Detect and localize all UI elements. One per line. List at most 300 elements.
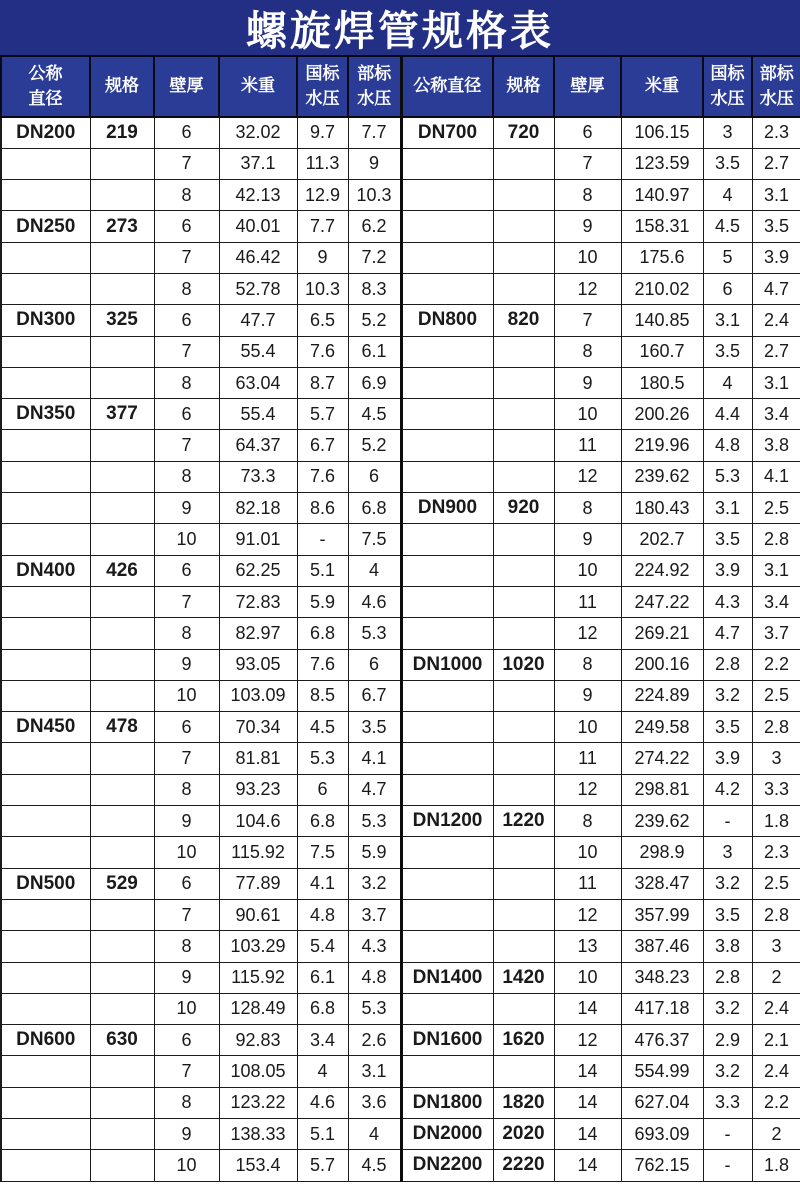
wall-thickness-cell: 10 xyxy=(154,1150,219,1181)
gb-water-pressure-cell: 9 xyxy=(297,242,348,273)
table-row xyxy=(1,493,800,524)
nominal-diameter-cell xyxy=(401,524,493,555)
nominal-diameter-cell xyxy=(1,649,90,680)
specification-cell xyxy=(90,1056,154,1087)
gb-water-pressure-cell: 4 xyxy=(703,367,752,398)
nominal-diameter-cell: DN450 xyxy=(1,712,90,743)
nominal-diameter-cell xyxy=(401,899,493,930)
specification-cell: 219 xyxy=(90,117,154,148)
weight-per-meter-cell: 123.22 xyxy=(219,1087,297,1118)
nominal-diameter-cell xyxy=(1,1150,90,1181)
gb-water-pressure-cell: 3.8 xyxy=(703,931,752,962)
specification-cell xyxy=(90,461,154,492)
nominal-diameter-cell: DN1600 xyxy=(401,1025,493,1056)
weight-per-meter-cell: 140.97 xyxy=(621,180,703,211)
gb-water-pressure-cell: 3.2 xyxy=(703,868,752,899)
bb-water-pressure-cell: 4 xyxy=(348,1119,401,1150)
gb-water-pressure-cell: 2.8 xyxy=(703,962,752,993)
nominal-diameter-cell xyxy=(401,680,493,711)
gb-water-pressure-cell: 4.7 xyxy=(703,618,752,649)
weight-per-meter-cell: 762.15 xyxy=(621,1150,703,1181)
bb-water-pressure-cell: 5.3 xyxy=(348,618,401,649)
nominal-diameter-cell xyxy=(1,430,90,461)
specification-cell xyxy=(90,774,154,805)
specification-cell xyxy=(493,367,554,398)
table-row xyxy=(1,367,800,398)
bb-water-pressure-cell: 1.8 xyxy=(752,1150,800,1181)
wall-thickness-cell: 10 xyxy=(554,837,621,868)
header-weight-per-meter-right: 米重 xyxy=(621,57,703,117)
wall-thickness-cell: 9 xyxy=(154,806,219,837)
bb-water-pressure-cell: 7.2 xyxy=(348,242,401,273)
table-row xyxy=(1,1119,800,1150)
header-gb-water-pressure-right: 国标 水压 xyxy=(703,57,752,117)
gb-water-pressure-cell: 2.9 xyxy=(703,1025,752,1056)
wall-thickness-cell: 14 xyxy=(554,1119,621,1150)
nominal-diameter-cell xyxy=(1,743,90,774)
wall-thickness-cell: 9 xyxy=(554,367,621,398)
nominal-diameter-cell: DN2200 xyxy=(401,1150,493,1181)
wall-thickness-cell: 14 xyxy=(554,1056,621,1087)
header-row xyxy=(1,57,800,117)
weight-per-meter-cell: 239.62 xyxy=(621,806,703,837)
weight-per-meter-cell: 82.18 xyxy=(219,493,297,524)
wall-thickness-cell: 9 xyxy=(554,680,621,711)
gb-water-pressure-cell: 4.8 xyxy=(297,899,348,930)
weight-per-meter-cell: 62.25 xyxy=(219,555,297,586)
wall-thickness-cell: 10 xyxy=(154,680,219,711)
specification-cell xyxy=(90,899,154,930)
header-wall-thickness-left: 壁厚 xyxy=(154,57,219,117)
weight-per-meter-cell: 32.02 xyxy=(219,117,297,148)
table-row xyxy=(1,211,800,242)
specification-cell: 1420 xyxy=(493,962,554,993)
gb-water-pressure-cell: 4.5 xyxy=(297,712,348,743)
specification-cell xyxy=(90,837,154,868)
weight-per-meter-cell: 219.96 xyxy=(621,430,703,461)
wall-thickness-cell: 6 xyxy=(554,117,621,148)
nominal-diameter-cell xyxy=(1,962,90,993)
weight-per-meter-cell: 693.09 xyxy=(621,1119,703,1150)
nominal-diameter-cell xyxy=(401,618,493,649)
table-row xyxy=(1,931,800,962)
specification-cell xyxy=(90,806,154,837)
gb-water-pressure-cell: 6.8 xyxy=(297,618,348,649)
specification-cell xyxy=(493,148,554,179)
wall-thickness-cell: 11 xyxy=(554,586,621,617)
table-row xyxy=(1,430,800,461)
gb-water-pressure-cell: 11.3 xyxy=(297,148,348,179)
wall-thickness-cell: 8 xyxy=(554,649,621,680)
nominal-diameter-cell: DN1800 xyxy=(401,1087,493,1118)
table-row xyxy=(1,962,800,993)
wall-thickness-cell: 8 xyxy=(554,493,621,524)
wall-thickness-cell: 8 xyxy=(154,774,219,805)
wall-thickness-cell: 7 xyxy=(154,430,219,461)
table-row xyxy=(1,117,800,148)
specification-cell xyxy=(90,493,154,524)
wall-thickness-cell: 10 xyxy=(154,524,219,555)
specification-cell: 920 xyxy=(493,493,554,524)
nominal-diameter-cell xyxy=(401,180,493,211)
table-row xyxy=(1,586,800,617)
wall-thickness-cell: 10 xyxy=(554,555,621,586)
nominal-diameter-cell xyxy=(1,1087,90,1118)
gb-water-pressure-cell: 3.2 xyxy=(703,1056,752,1087)
specification-cell xyxy=(493,430,554,461)
table-row xyxy=(1,1025,800,1056)
weight-per-meter-cell: 103.09 xyxy=(219,680,297,711)
gb-water-pressure-cell: 2.8 xyxy=(703,649,752,680)
wall-thickness-cell: 7 xyxy=(154,336,219,367)
gb-water-pressure-cell: 6 xyxy=(703,273,752,304)
wall-thickness-cell: 6 xyxy=(154,1025,219,1056)
weight-per-meter-cell: 37.1 xyxy=(219,148,297,179)
nominal-diameter-cell: DN400 xyxy=(1,555,90,586)
bb-water-pressure-cell: 2.8 xyxy=(752,712,800,743)
wall-thickness-cell: 9 xyxy=(154,962,219,993)
wall-thickness-cell: 12 xyxy=(554,461,621,492)
weight-per-meter-cell: 93.23 xyxy=(219,774,297,805)
weight-per-meter-cell: 476.37 xyxy=(621,1025,703,1056)
gb-water-pressure-cell: 5.1 xyxy=(297,1119,348,1150)
gb-water-pressure-cell: 5.3 xyxy=(703,461,752,492)
wall-thickness-cell: 6 xyxy=(154,712,219,743)
bb-water-pressure-cell: 5.3 xyxy=(348,993,401,1024)
gb-water-pressure-cell: 4.2 xyxy=(703,774,752,805)
weight-per-meter-cell: 64.37 xyxy=(219,430,297,461)
bb-water-pressure-cell: 2.5 xyxy=(752,868,800,899)
bb-water-pressure-cell: 3.5 xyxy=(752,211,800,242)
nominal-diameter-cell xyxy=(1,493,90,524)
wall-thickness-cell: 12 xyxy=(554,774,621,805)
gb-water-pressure-cell: 8.7 xyxy=(297,367,348,398)
specification-cell xyxy=(90,242,154,273)
weight-per-meter-cell: 104.6 xyxy=(219,806,297,837)
wall-thickness-cell: 8 xyxy=(154,931,219,962)
gb-water-pressure-cell: 5.7 xyxy=(297,1150,348,1181)
weight-per-meter-cell: 210.02 xyxy=(621,273,703,304)
specification-cell xyxy=(493,273,554,304)
gb-water-pressure-cell: 6.8 xyxy=(297,806,348,837)
wall-thickness-cell: 6 xyxy=(154,399,219,430)
specification-cell: 630 xyxy=(90,1025,154,1056)
weight-per-meter-cell: 274.22 xyxy=(621,743,703,774)
bb-water-pressure-cell: 6.8 xyxy=(348,493,401,524)
wall-thickness-cell: 8 xyxy=(154,273,219,304)
weight-per-meter-cell: 92.83 xyxy=(219,1025,297,1056)
wall-thickness-cell: 13 xyxy=(554,931,621,962)
bb-water-pressure-cell: 2.3 xyxy=(752,117,800,148)
header-specification-left: 规格 xyxy=(90,57,154,117)
bb-water-pressure-cell: 2.8 xyxy=(752,524,800,555)
nominal-diameter-cell xyxy=(401,273,493,304)
specification-cell xyxy=(493,931,554,962)
bb-water-pressure-cell: 3.1 xyxy=(752,180,800,211)
weight-per-meter-cell: 106.15 xyxy=(621,117,703,148)
nominal-diameter-cell: DN250 xyxy=(1,211,90,242)
bb-water-pressure-cell: 6.7 xyxy=(348,680,401,711)
gb-water-pressure-cell: 8.6 xyxy=(297,493,348,524)
wall-thickness-cell: 7 xyxy=(154,899,219,930)
gb-water-pressure-cell: 3 xyxy=(703,837,752,868)
wall-thickness-cell: 14 xyxy=(554,993,621,1024)
weight-per-meter-cell: 158.31 xyxy=(621,211,703,242)
nominal-diameter-cell xyxy=(401,367,493,398)
wall-thickness-cell: 10 xyxy=(554,962,621,993)
gb-water-pressure-cell: 3.9 xyxy=(703,555,752,586)
bb-water-pressure-cell: 3.3 xyxy=(752,774,800,805)
wall-thickness-cell: 8 xyxy=(554,806,621,837)
bb-water-pressure-cell: 2 xyxy=(752,962,800,993)
bb-water-pressure-cell: 3.2 xyxy=(348,868,401,899)
gb-water-pressure-cell: 3.5 xyxy=(703,712,752,743)
nominal-diameter-cell xyxy=(401,211,493,242)
table-row xyxy=(1,1087,800,1118)
specification-cell xyxy=(493,524,554,555)
gb-water-pressure-cell: 3.3 xyxy=(703,1087,752,1118)
bb-water-pressure-cell: 3.4 xyxy=(752,399,800,430)
nominal-diameter-cell xyxy=(1,461,90,492)
bb-water-pressure-cell: 4.5 xyxy=(348,399,401,430)
weight-per-meter-cell: 357.99 xyxy=(621,899,703,930)
gb-water-pressure-cell: 3 xyxy=(703,117,752,148)
weight-per-meter-cell: 200.26 xyxy=(621,399,703,430)
specification-cell xyxy=(493,336,554,367)
specification-cell xyxy=(493,774,554,805)
specification-cell xyxy=(493,680,554,711)
table-row xyxy=(1,273,800,304)
gb-water-pressure-cell: 6.7 xyxy=(297,430,348,461)
nominal-diameter-cell xyxy=(1,837,90,868)
weight-per-meter-cell: 247.22 xyxy=(621,586,703,617)
bb-water-pressure-cell: 9 xyxy=(348,148,401,179)
header-weight-per-meter-left: 米重 xyxy=(219,57,297,117)
weight-per-meter-cell: 348.23 xyxy=(621,962,703,993)
specification-cell xyxy=(90,336,154,367)
gb-water-pressure-cell: 4.5 xyxy=(703,211,752,242)
specification-cell xyxy=(90,586,154,617)
weight-per-meter-cell: 115.92 xyxy=(219,837,297,868)
nominal-diameter-cell xyxy=(1,899,90,930)
bb-water-pressure-cell: 4.1 xyxy=(752,461,800,492)
gb-water-pressure-cell: 5.7 xyxy=(297,399,348,430)
gb-water-pressure-cell: 5.4 xyxy=(297,931,348,962)
wall-thickness-cell: 7 xyxy=(154,586,219,617)
bb-water-pressure-cell: 3.4 xyxy=(752,586,800,617)
gb-water-pressure-cell: 7.7 xyxy=(297,211,348,242)
wall-thickness-cell: 6 xyxy=(154,868,219,899)
nominal-diameter-cell xyxy=(1,618,90,649)
spec-table-body xyxy=(1,117,800,1181)
wall-thickness-cell: 10 xyxy=(554,399,621,430)
header-specification-right: 规格 xyxy=(493,57,554,117)
bb-water-pressure-cell: 2.4 xyxy=(752,1056,800,1087)
gb-water-pressure-cell: 4.8 xyxy=(703,430,752,461)
nominal-diameter-cell xyxy=(401,868,493,899)
wall-thickness-cell: 10 xyxy=(154,837,219,868)
weight-per-meter-cell: 77.89 xyxy=(219,868,297,899)
specification-cell xyxy=(90,148,154,179)
bb-water-pressure-cell: 4 xyxy=(348,555,401,586)
wall-thickness-cell: 9 xyxy=(554,211,621,242)
specification-cell xyxy=(493,837,554,868)
bb-water-pressure-cell: 6 xyxy=(348,649,401,680)
gb-water-pressure-cell: 7.6 xyxy=(297,649,348,680)
specification-cell xyxy=(493,242,554,273)
nominal-diameter-cell: DN1000 xyxy=(401,649,493,680)
gb-water-pressure-cell: - xyxy=(703,806,752,837)
specification-cell xyxy=(90,180,154,211)
wall-thickness-cell: 10 xyxy=(154,993,219,1024)
table-row xyxy=(1,712,800,743)
specification-cell: 1620 xyxy=(493,1025,554,1056)
gb-water-pressure-cell: - xyxy=(703,1119,752,1150)
wall-thickness-cell: 7 xyxy=(554,148,621,179)
weight-per-meter-cell: 180.43 xyxy=(621,493,703,524)
gb-water-pressure-cell: 6.5 xyxy=(297,305,348,336)
specification-cell: 273 xyxy=(90,211,154,242)
specification-cell: 426 xyxy=(90,555,154,586)
specification-cell: 2220 xyxy=(493,1150,554,1181)
gb-water-pressure-cell: 5 xyxy=(703,242,752,273)
bb-water-pressure-cell: 4.5 xyxy=(348,1150,401,1181)
wall-thickness-cell: 6 xyxy=(154,555,219,586)
gb-water-pressure-cell: 5.3 xyxy=(297,743,348,774)
bb-water-pressure-cell: 3.5 xyxy=(348,712,401,743)
gb-water-pressure-cell: 7.6 xyxy=(297,336,348,367)
bb-water-pressure-cell: 4.8 xyxy=(348,962,401,993)
specification-cell xyxy=(493,461,554,492)
weight-per-meter-cell: 52.78 xyxy=(219,273,297,304)
table-row xyxy=(1,242,800,273)
table-row xyxy=(1,868,800,899)
nominal-diameter-cell xyxy=(401,993,493,1024)
header-gb-water-pressure-left: 国标 水压 xyxy=(297,57,348,117)
bb-water-pressure-cell: 2.4 xyxy=(752,305,800,336)
wall-thickness-cell: 9 xyxy=(154,649,219,680)
bb-water-pressure-cell: 3.1 xyxy=(752,555,800,586)
gb-water-pressure-cell: 7.6 xyxy=(297,461,348,492)
wall-thickness-cell: 11 xyxy=(554,743,621,774)
nominal-diameter-cell xyxy=(1,336,90,367)
wall-thickness-cell: 9 xyxy=(154,493,219,524)
bb-water-pressure-cell: 7.7 xyxy=(348,117,401,148)
weight-per-meter-cell: 298.9 xyxy=(621,837,703,868)
wall-thickness-cell: 6 xyxy=(154,305,219,336)
nominal-diameter-cell: DN350 xyxy=(1,399,90,430)
specification-cell: 2020 xyxy=(493,1119,554,1150)
wall-thickness-cell: 9 xyxy=(554,524,621,555)
weight-per-meter-cell: 298.81 xyxy=(621,774,703,805)
specification-cell xyxy=(90,1150,154,1181)
nominal-diameter-cell xyxy=(1,774,90,805)
bb-water-pressure-cell: 2.3 xyxy=(752,837,800,868)
specification-cell: 1020 xyxy=(493,649,554,680)
table-row xyxy=(1,806,800,837)
nominal-diameter-cell xyxy=(401,931,493,962)
bb-water-pressure-cell: 3.1 xyxy=(348,1056,401,1087)
weight-per-meter-cell: 153.4 xyxy=(219,1150,297,1181)
bb-water-pressure-cell: 4.6 xyxy=(348,586,401,617)
specification-cell: 478 xyxy=(90,712,154,743)
nominal-diameter-cell xyxy=(401,837,493,868)
weight-per-meter-cell: 123.59 xyxy=(621,148,703,179)
nominal-diameter-cell xyxy=(1,1056,90,1087)
bb-water-pressure-cell: 3.1 xyxy=(752,367,800,398)
gb-water-pressure-cell: - xyxy=(703,1150,752,1181)
bb-water-pressure-cell: 2.8 xyxy=(752,899,800,930)
nominal-diameter-cell xyxy=(401,712,493,743)
bb-water-pressure-cell: 6.1 xyxy=(348,336,401,367)
gb-water-pressure-cell: 3.9 xyxy=(703,743,752,774)
table-row xyxy=(1,336,800,367)
nominal-diameter-cell xyxy=(1,524,90,555)
bb-water-pressure-cell: 3.7 xyxy=(752,618,800,649)
wall-thickness-cell: 8 xyxy=(154,1087,219,1118)
wall-thickness-cell: 9 xyxy=(154,1119,219,1150)
nominal-diameter-cell xyxy=(1,273,90,304)
specification-cell xyxy=(493,211,554,242)
nominal-diameter-cell xyxy=(1,180,90,211)
nominal-diameter-cell: DN1400 xyxy=(401,962,493,993)
specification-cell xyxy=(493,1056,554,1087)
weight-per-meter-cell: 269.21 xyxy=(621,618,703,649)
table-row xyxy=(1,461,800,492)
table-row xyxy=(1,1150,800,1181)
nominal-diameter-cell xyxy=(401,774,493,805)
bb-water-pressure-cell: 5.2 xyxy=(348,430,401,461)
nominal-diameter-cell xyxy=(401,1056,493,1087)
nominal-diameter-cell: DN700 xyxy=(401,117,493,148)
weight-per-meter-cell: 627.04 xyxy=(621,1087,703,1118)
table-row xyxy=(1,680,800,711)
wall-thickness-cell: 10 xyxy=(554,242,621,273)
bb-water-pressure-cell: 5.9 xyxy=(348,837,401,868)
gb-water-pressure-cell: 3.4 xyxy=(297,1025,348,1056)
gb-water-pressure-cell: 9.7 xyxy=(297,117,348,148)
weight-per-meter-cell: 224.92 xyxy=(621,555,703,586)
bb-water-pressure-cell: 2 xyxy=(752,1119,800,1150)
gb-water-pressure-cell: 10.3 xyxy=(297,273,348,304)
nominal-diameter-cell xyxy=(1,586,90,617)
gb-water-pressure-cell: 4.6 xyxy=(297,1087,348,1118)
wall-thickness-cell: 14 xyxy=(554,1087,621,1118)
bb-water-pressure-cell: 3 xyxy=(752,743,800,774)
nominal-diameter-cell: DN500 xyxy=(1,868,90,899)
gb-water-pressure-cell: 4 xyxy=(703,180,752,211)
bb-water-pressure-cell: 2.7 xyxy=(752,148,800,179)
gb-water-pressure-cell: 3.5 xyxy=(703,148,752,179)
gb-water-pressure-cell: 6.1 xyxy=(297,962,348,993)
bb-water-pressure-cell: 2.4 xyxy=(752,993,800,1024)
weight-per-meter-cell: 91.01 xyxy=(219,524,297,555)
nominal-diameter-cell xyxy=(401,336,493,367)
gb-water-pressure-cell: 6 xyxy=(297,774,348,805)
weight-per-meter-cell: 55.4 xyxy=(219,399,297,430)
gb-water-pressure-cell: 7.5 xyxy=(297,837,348,868)
gb-water-pressure-cell: 3.2 xyxy=(703,993,752,1024)
gb-water-pressure-cell: 4.4 xyxy=(703,399,752,430)
bb-water-pressure-cell: 4.3 xyxy=(348,931,401,962)
table-row xyxy=(1,899,800,930)
gb-water-pressure-cell: 12.9 xyxy=(297,180,348,211)
table-row xyxy=(1,148,800,179)
nominal-diameter-cell: DN900 xyxy=(401,493,493,524)
specification-cell xyxy=(90,962,154,993)
wall-thickness-cell: 7 xyxy=(154,242,219,273)
weight-per-meter-cell: 249.58 xyxy=(621,712,703,743)
